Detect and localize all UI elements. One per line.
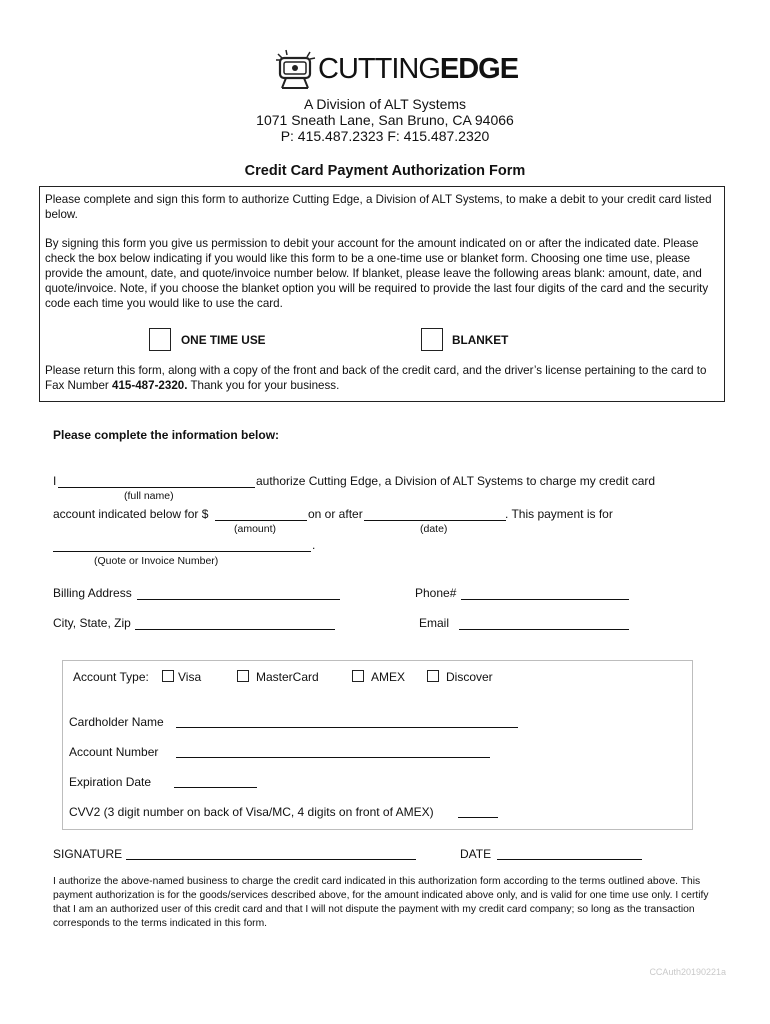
full-name-field[interactable]	[58, 487, 255, 488]
quote-period: .	[312, 538, 316, 552]
signature-field[interactable]	[126, 859, 416, 860]
account-type-label: Account Type:	[73, 670, 149, 684]
amex-label: AMEX	[371, 670, 406, 684]
one-time-use-checkbox[interactable]	[149, 328, 171, 351]
cvv2-label: CVV2 (3 digit number on back of Visa/MC, 4 digits on front of AMEX)	[69, 805, 434, 819]
thank-you-text: Thank you for your business.	[187, 379, 340, 392]
logo-text-bold: EDGE	[439, 53, 519, 85]
on-or-after-text: on or after	[308, 507, 363, 521]
visa-label: Visa	[178, 670, 202, 684]
quote-hint: (Quote or Invoice Number)	[94, 555, 219, 567]
phone-fax-line: P: 415.487.2323 F: 415.487.2320	[280, 128, 490, 144]
mastercard-label: MasterCard	[256, 670, 319, 684]
cardholder-name-field[interactable]	[176, 727, 518, 728]
intro-box	[39, 186, 725, 402]
logo-wordmark	[318, 52, 518, 86]
one-time-use-label: ONE TIME USE	[181, 333, 266, 347]
account-number-label: Account Number	[69, 745, 159, 759]
i-label: I	[53, 474, 57, 488]
complete-info-heading: Please complete the information below:	[53, 428, 280, 442]
account-number-field[interactable]	[176, 757, 490, 758]
division-line: A Division of ALT Systems	[303, 96, 467, 112]
expiration-date-label: Expiration Date	[69, 775, 152, 789]
city-state-zip-field[interactable]	[135, 629, 335, 630]
date-field[interactable]	[364, 520, 506, 521]
billing-address-field[interactable]	[137, 599, 340, 600]
date-hint: (date)	[420, 523, 448, 535]
cvv2-field[interactable]	[458, 817, 498, 818]
phone-field[interactable]	[461, 599, 629, 600]
signature-label: SIGNATURE	[53, 847, 123, 861]
legal-authorization-text: I authorize the above-named business to charge the credit card indicated in this authorization form according to the terms outlined above. This payment authorization is for the goods/services described above, for the amount indicated above only, and is valid for one time use only. I certify that I am an authorized user of this credit card and that I will not dispute the payment with my credit card company; so long as the transaction corresponds to the terms indicated in this form.	[53, 876, 709, 929]
signature-date-field[interactable]	[497, 859, 642, 860]
mastercard-checkbox[interactable]	[237, 670, 249, 682]
account-text: account indicated below for $	[53, 507, 209, 521]
intro-paragraph-1: Please complete and sign this form to authorize Cutting Edge, a Division of ALT Systems, to make a debit to your credit card listed below.	[45, 193, 712, 221]
signature-date-label: DATE	[460, 847, 492, 861]
intro-paragraph-2: By signing this form you give us permission to debit your account for the amount indicated on or after the indicated date. Please check the box below indicating if you would like this form to be a one-time use or blanket form. Choosing one time use, please provide the amount, date, and quote/invoice number below. If blanket, please leave the following areas blank: amount, date, and quote/invoice. Note, if you choose the blanket option you will be required to provide the last four digits of the card and the security code each time you would like to use the card.	[45, 237, 709, 310]
amount-field[interactable]	[215, 520, 307, 521]
email-label: Email	[419, 616, 450, 630]
amount-hint: (amount)	[234, 523, 277, 535]
intro-paragraph-3	[45, 363, 719, 393]
logo-text-light: CUTTING	[318, 53, 440, 85]
return-instructions: Please return this form, along with a copy of the front and back of the credit card, and the driver’s license pertaining to the card to Fax Number	[45, 364, 707, 392]
discover-label: Discover	[446, 670, 493, 684]
quote-invoice-field[interactable]	[53, 551, 311, 552]
phone-label: Phone#	[415, 586, 457, 600]
address-line: 1071 Sneath Lane, San Bruno, CA 94066	[256, 112, 514, 128]
fax-number: 415-487-2320.	[112, 379, 188, 392]
full-name-hint: (full name)	[124, 490, 174, 502]
email-field[interactable]	[459, 629, 629, 630]
visa-checkbox[interactable]	[162, 670, 174, 682]
form-code: CCAuth20190221a	[649, 967, 726, 977]
billing-address-label: Billing Address	[53, 586, 132, 600]
blanket-label: BLANKET	[452, 333, 509, 347]
payment-for-text: . This payment is for	[505, 507, 613, 521]
logo-icon	[272, 48, 318, 92]
form-title: Credit Card Payment Authorization Form	[244, 163, 526, 179]
company-logo	[272, 46, 519, 94]
expiration-date-field[interactable]	[174, 787, 257, 788]
city-state-zip-label: City, State, Zip	[53, 616, 131, 630]
cardholder-name-label: Cardholder Name	[69, 715, 164, 729]
blanket-checkbox[interactable]	[421, 328, 443, 351]
discover-checkbox[interactable]	[427, 670, 439, 682]
authorize-text: authorize Cutting Edge, a Division of ALT Systems to charge my credit card	[256, 474, 656, 488]
amex-checkbox[interactable]	[352, 670, 364, 682]
